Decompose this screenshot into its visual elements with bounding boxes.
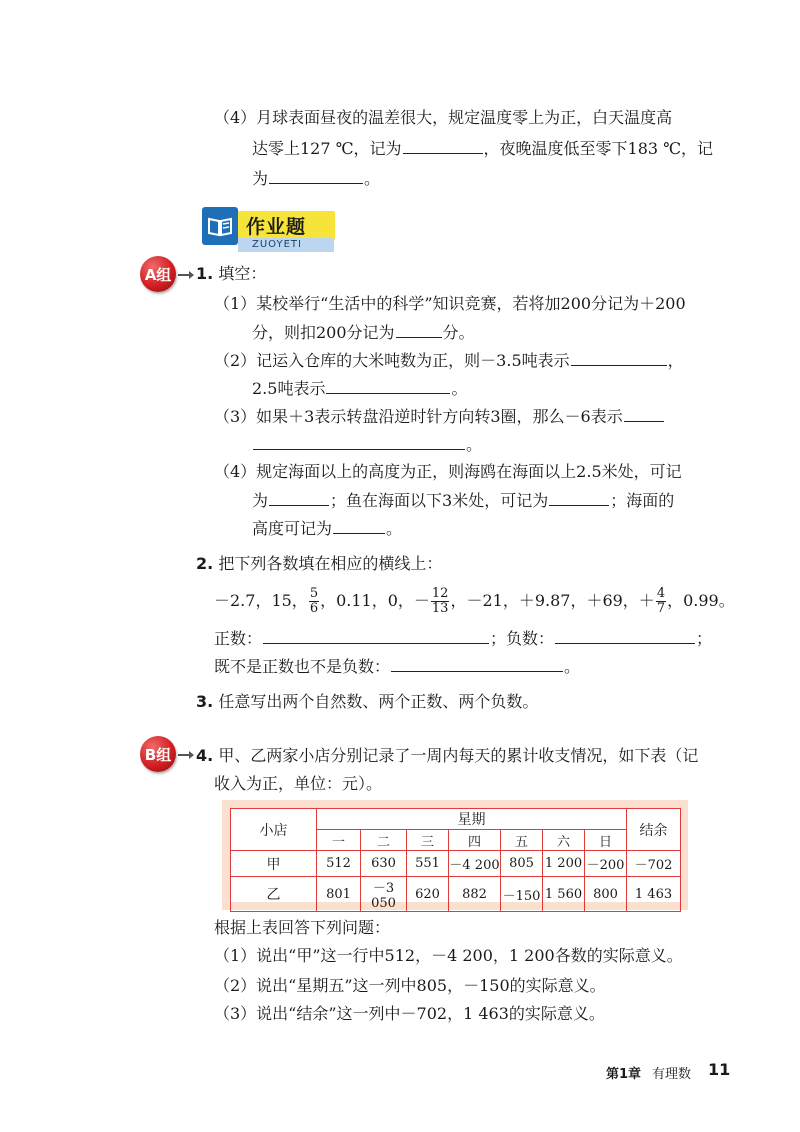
q1-heading bbox=[196, 264, 266, 284]
intro-text: 达零上127 ℃，记为 bbox=[252, 139, 402, 158]
table-frame bbox=[222, 800, 688, 910]
q1-text: ， bbox=[667, 351, 684, 370]
answer-blank[interactable] bbox=[333, 518, 385, 534]
q2-number-list: ，0.99。 bbox=[667, 591, 735, 610]
table-cell: 882 bbox=[449, 877, 501, 912]
fraction-numerator: 5 bbox=[309, 586, 319, 601]
q1-text: （3）如果＋3表示转盘沿逆时针方向转3圈，那么－6表示 bbox=[214, 407, 623, 426]
row-shop: 乙 bbox=[231, 877, 317, 912]
q4-sub1: （1）说出“甲”这一行中512，－4 200，1 200各数的实际意义。 bbox=[214, 946, 683, 965]
intro-line-1: （4）月球表面昼夜的温差很大，规定温度零上为正，白天温度高 bbox=[214, 108, 673, 127]
intro-line-2 bbox=[252, 138, 713, 159]
q1-text: 分。 bbox=[442, 323, 475, 342]
answer-blank[interactable] bbox=[263, 628, 489, 644]
q2-label: 正数： bbox=[214, 629, 263, 648]
header-balance: 结余 bbox=[627, 809, 681, 851]
header-day: 五 bbox=[501, 830, 543, 851]
table-cell: 1 200 bbox=[543, 851, 585, 877]
q2-number-list: ，0.11，0，－ bbox=[320, 591, 430, 610]
q3-text: 任意写出两个自然数、两个正数、两个负数。 bbox=[218, 692, 539, 711]
q4-number: 4. bbox=[196, 746, 214, 765]
table-row bbox=[231, 877, 681, 912]
header-day: 四 bbox=[449, 830, 501, 851]
answer-blank[interactable] bbox=[253, 434, 465, 450]
store-ledger-table bbox=[230, 808, 681, 912]
q2-title: 把下列各数填在相应的横线上： bbox=[218, 554, 443, 573]
q1-text: 2.5吨表示 bbox=[252, 379, 326, 398]
q2-label: 既不是正数也不是负数： bbox=[214, 657, 391, 676]
table-cell: 630 bbox=[361, 851, 407, 877]
fraction bbox=[431, 587, 450, 616]
answer-blank[interactable] bbox=[403, 138, 483, 154]
q1-text: （2）记运入仓库的大米吨数为正，则－3.5吨表示 bbox=[214, 351, 570, 370]
q1-s2-line2 bbox=[252, 378, 467, 399]
answer-blank[interactable] bbox=[624, 406, 664, 422]
intro-text: ，夜晚温度低至零下183 ℃，记 bbox=[483, 139, 714, 158]
header-day: 二 bbox=[361, 830, 407, 851]
q2-label: ；负数： bbox=[490, 629, 555, 648]
q1-s1-line2 bbox=[252, 322, 475, 343]
q4-line2: 收入为正，单位：元）。 bbox=[214, 774, 383, 793]
q2-positive-line bbox=[214, 628, 712, 649]
q1-s4-line2 bbox=[252, 490, 674, 511]
fraction-denominator: 6 bbox=[309, 601, 319, 616]
q1-s3-line1 bbox=[214, 406, 665, 427]
q1-title: 填空： bbox=[218, 264, 267, 283]
row-shop: 甲 bbox=[231, 851, 317, 877]
group-a-badge: A组 bbox=[140, 256, 176, 292]
q1-number: 1. bbox=[196, 264, 214, 283]
footer-chapter-name: 有理数 bbox=[652, 1067, 692, 1082]
page-number: 11 bbox=[708, 1060, 731, 1079]
intro-line-3 bbox=[252, 168, 380, 189]
q4-sub3: （3）说出“结余”这一列中－702，1 463的实际意义。 bbox=[214, 1004, 605, 1023]
q1-s4-line3 bbox=[252, 518, 402, 539]
q2-numbers-line bbox=[214, 586, 735, 616]
q1-s3-line2 bbox=[252, 434, 482, 455]
header-shop: 小店 bbox=[231, 809, 317, 851]
fraction bbox=[656, 587, 666, 616]
table-cell: －200 bbox=[585, 851, 627, 877]
q4-text: 甲、乙两家小店分别记录了一周内每天的累计收支情况，如下表（记 bbox=[218, 746, 699, 765]
table-row bbox=[231, 851, 681, 877]
fraction-numerator: 4 bbox=[656, 586, 666, 601]
q1-s2-line1 bbox=[214, 350, 684, 371]
header-day: 六 bbox=[543, 830, 585, 851]
banner-subtitle: ZUOYETI bbox=[238, 238, 334, 252]
header-week: 星期 bbox=[317, 809, 627, 830]
group-b-badge: B组 bbox=[140, 736, 176, 772]
table-cell: 620 bbox=[407, 877, 449, 912]
q2-number: 2. bbox=[196, 554, 214, 573]
table-cell: －150 bbox=[501, 877, 543, 912]
footer-chapter: 第1章 bbox=[606, 1067, 642, 1082]
fraction-numerator: 12 bbox=[431, 586, 449, 601]
fraction-denominator: 13 bbox=[431, 601, 449, 616]
answer-blank[interactable] bbox=[391, 656, 563, 672]
q4-after: 根据上表回答下列问题： bbox=[214, 918, 391, 937]
header-day: 日 bbox=[585, 830, 627, 851]
answer-blank[interactable] bbox=[326, 378, 450, 394]
q1-text: 分，则扣200分记为 bbox=[252, 323, 395, 342]
q4-sub2: （2）说出“星期五”这一列中805，－150的实际意义。 bbox=[214, 976, 606, 995]
q2-label: 。 bbox=[564, 657, 581, 676]
q1-text: 。 bbox=[451, 379, 468, 398]
answer-blank[interactable] bbox=[269, 168, 363, 184]
q1-text: 高度可记为 bbox=[252, 519, 333, 538]
answer-blank[interactable] bbox=[549, 490, 609, 506]
table-cell-balance: －702 bbox=[627, 851, 681, 877]
q2-heading bbox=[196, 554, 442, 574]
answer-blank[interactable] bbox=[571, 350, 667, 366]
table-cell: 1 560 bbox=[543, 877, 585, 912]
q2-label: ； bbox=[696, 629, 713, 648]
q2-number-list: －2.7，15， bbox=[214, 591, 308, 610]
book-icon bbox=[202, 207, 238, 245]
arrow-icon bbox=[178, 274, 190, 276]
q3-line bbox=[196, 692, 538, 712]
arrow-icon bbox=[178, 754, 190, 756]
table-cell: －3 050 bbox=[361, 877, 407, 912]
banner-title: 作业题 bbox=[246, 216, 307, 238]
q3-number: 3. bbox=[196, 692, 214, 711]
table-cell: －4 200 bbox=[449, 851, 501, 877]
answer-blank[interactable] bbox=[269, 490, 329, 506]
fraction-denominator: 7 bbox=[656, 601, 666, 616]
q1-text: ；鱼在海面以下3米处，可记为 bbox=[330, 491, 549, 510]
fraction bbox=[309, 587, 319, 616]
header-day: 三 bbox=[407, 830, 449, 851]
q1-text: ；海面的 bbox=[610, 491, 675, 510]
table-cell: 551 bbox=[407, 851, 449, 877]
answer-blank[interactable] bbox=[555, 628, 695, 644]
table-cell: 800 bbox=[585, 877, 627, 912]
q1-text: 。 bbox=[466, 435, 483, 454]
q1-s4-line1: （4）规定海面以上的高度为正，则海鸥在海面以上2.5米处，可记 bbox=[214, 462, 682, 481]
answer-blank[interactable] bbox=[396, 322, 442, 338]
q2-neither-line bbox=[214, 656, 580, 677]
intro-text: 。 bbox=[364, 169, 381, 188]
table-cell: 805 bbox=[501, 851, 543, 877]
header-day: 一 bbox=[317, 830, 361, 851]
q2-number-list: ，－21，＋9.87，＋69，＋ bbox=[450, 591, 655, 610]
table-cell: 801 bbox=[317, 877, 361, 912]
table-cell-balance: 1 463 bbox=[627, 877, 681, 912]
q1-s1-line1: （1）某校举行“生活中的科学”知识竞赛，若将加200分记为＋200 bbox=[214, 294, 686, 313]
q4-line1 bbox=[196, 746, 698, 766]
intro-text: 为 bbox=[252, 169, 269, 188]
q1-text: 。 bbox=[386, 519, 403, 538]
table-cell: 512 bbox=[317, 851, 361, 877]
q1-text: 为 bbox=[252, 491, 269, 510]
